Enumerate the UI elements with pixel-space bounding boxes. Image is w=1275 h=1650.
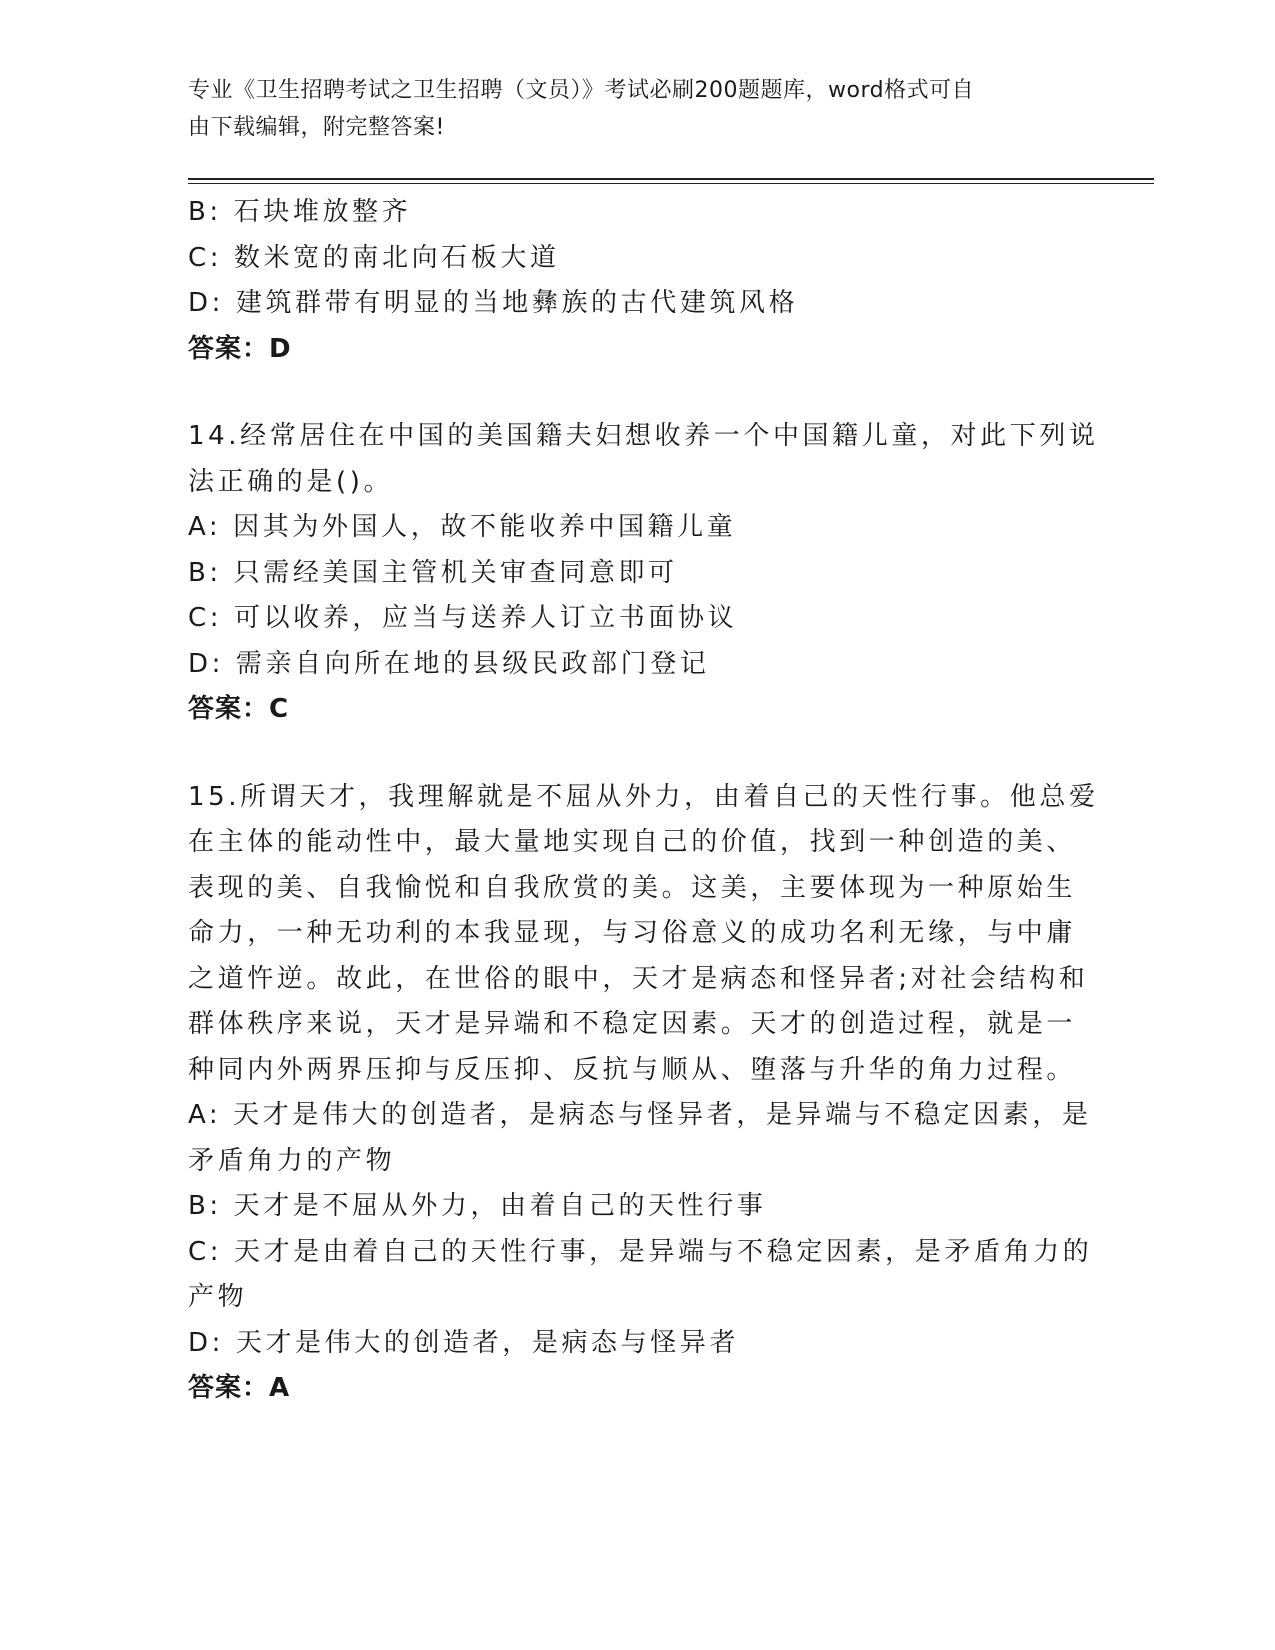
q14-option-c: C: 可以收养，应当与送养人订立书面协议 <box>188 603 738 633</box>
q15-option-b: B: 天才是不屈从外力，由着自己的天性行事 <box>188 1191 767 1221</box>
q15-stem-line: 种同内外两界压抑与反压抑、反抗与顺从、堕落与升华的角力过程。 <box>188 1054 1077 1085</box>
header-divider-thin <box>188 183 1154 184</box>
spacer <box>188 733 1088 775</box>
q15-stem-line: 表现的美、自我愉悦和自我欣赏的美。这美，主要体现为一种原始生 <box>188 872 1077 903</box>
q14-option-d: D: 需亲自向所在地的县级民政部门登记 <box>188 648 710 679</box>
q15-stem-line: 在主体的能动性中，最大量地实现自己的价值，找到一种创造的美、 <box>188 827 1077 857</box>
q15-option-a-line-2: 矛盾角力的产物 <box>188 1145 396 1176</box>
q14-option-b: B: 只需经美国主管机关审查同意即可 <box>188 557 678 588</box>
document-header <box>188 72 1088 146</box>
q15-stem-line: 命力，一种无功利的本我显现，与习俗意义的成功名利无缘，与中庸 <box>188 918 1077 948</box>
question-15 <box>188 775 1099 1412</box>
q15-option-c-line-1: C: 天才是由着自己的天性行事，是异端与不稳定因素，是矛盾角力的 <box>188 1236 1093 1267</box>
q14-answer: 答案：C <box>188 694 290 724</box>
q13-option-d: D: 建筑群带有明显的当地彝族的古代建筑风格 <box>188 288 799 318</box>
spacer <box>188 372 1088 414</box>
q15-option-d: D: 天才是伟大的创造者，是病态与怪异者 <box>188 1327 740 1358</box>
q13-option-c: C: 数米宽的南北向石板大道 <box>188 242 560 273</box>
q14-stem-line-1: 14.经常居住在中国的美国籍夫妇想收养一个中国籍儿童，对此下列说 <box>188 421 1099 451</box>
q14-stem-line-2: 法正确的是()。 <box>188 466 394 497</box>
header-divider-thick <box>188 178 1154 180</box>
question-14 <box>188 414 1099 733</box>
q15-answer: 答案：A <box>188 1373 291 1403</box>
q14-option-a: A: 因其为外国人，故不能收养中国籍儿童 <box>188 512 737 542</box>
document-body <box>188 190 1099 1412</box>
q15-option-c-line-2: 产物 <box>188 1282 248 1312</box>
q13-option-b: B: 石块堆放整齐 <box>188 197 412 227</box>
header-line-1: 专业《卫生招聘考试之卫生招聘（文员）》考试必刷200题题库，word格式可自 <box>188 78 975 103</box>
q15-option-a-line-1: A: 天才是伟大的创造者，是病态与怪异者，是异端与不稳定因素，是 <box>188 1100 1092 1130</box>
q15-stem-line: 15.所谓天才，我理解就是不屈从外力，由着自己的天性行事。他总爱 <box>188 781 1099 812</box>
q13-answer: 答案：D <box>188 333 292 364</box>
header-line-2: 由下载编辑，附完整答案! <box>188 115 445 140</box>
q15-stem-line: 之道忤逆。故此，在世俗的眼中，天才是病态和怪异者;对社会结构和 <box>188 963 1089 994</box>
q15-stem-line: 群体秩序来说，天才是异端和不稳定因素。天才的创造过程，就是一 <box>188 1009 1077 1039</box>
question-13-tail <box>188 190 1088 372</box>
